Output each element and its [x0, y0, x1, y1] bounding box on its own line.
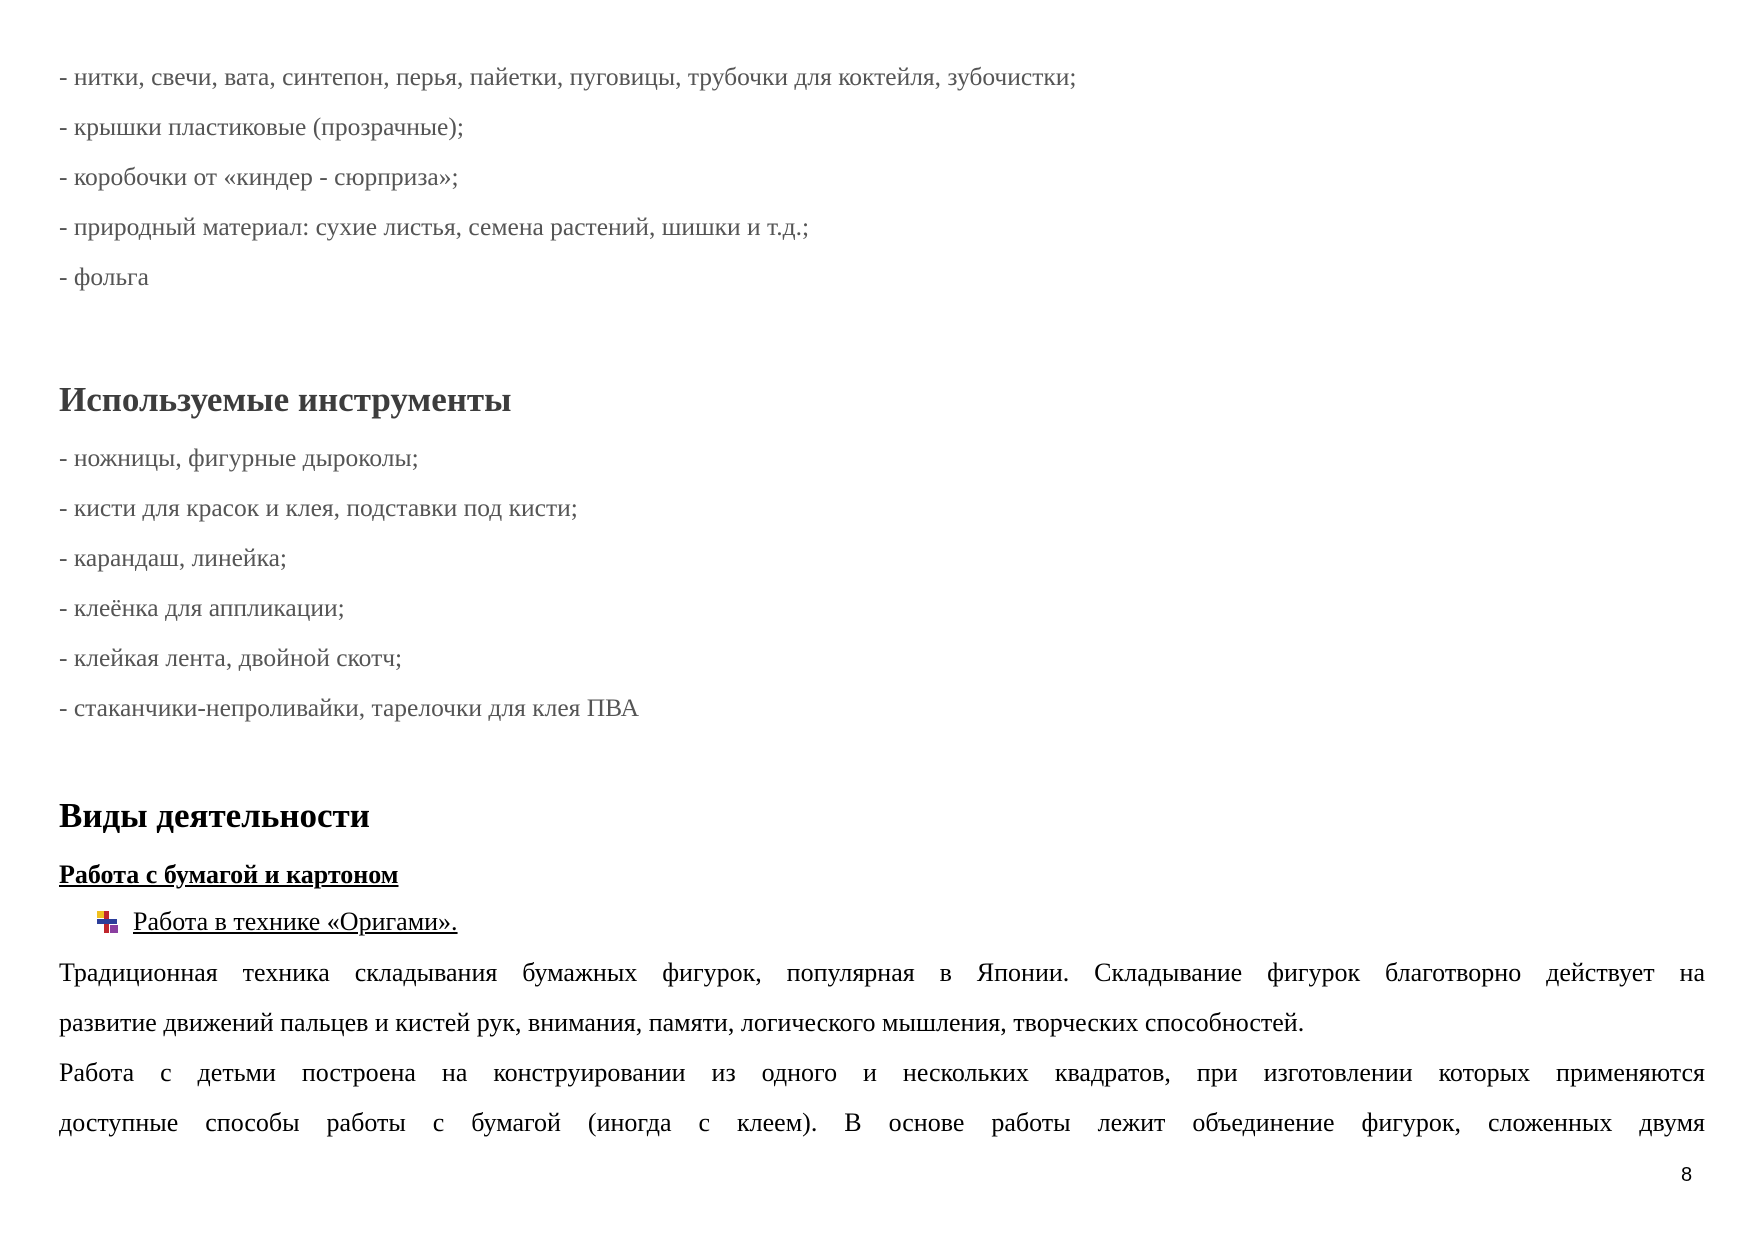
tools-item: - кисти для красок и клея, подставки под кисти;	[59, 493, 578, 522]
paragraph-line: Работа с детьми построена на конструировании из одного и нескольких квадратов, при изготовлении которых применяются	[59, 1058, 1705, 1087]
paragraph-line: развитие движений пальцев и кистей рук, внимания, памяти, логического мышления, творческих способностей.	[59, 1008, 1305, 1037]
materials-item: - нитки, свечи, вата, синтепон, перья, пайетки, пуговицы, трубочки для коктейля, зубочистки;	[59, 62, 1077, 91]
bullet-icon	[97, 911, 119, 933]
materials-item: - крышки пластиковые (прозрачные);	[59, 112, 464, 141]
tools-item: - карандаш, линейка;	[59, 543, 287, 572]
materials-item: - природный материал: сухие листья, семена растений, шишки и т.д.;	[59, 212, 810, 241]
tools-item: - ножницы, фигурные дыроколы;	[59, 443, 419, 472]
bullet-item	[97, 909, 458, 935]
page-number: 8	[1681, 1164, 1693, 1186]
materials-item: - фольга	[59, 262, 149, 291]
tools-item: - клейкая лента, двойной скотч;	[59, 643, 403, 672]
tools-item: - стаканчики-непроливайки, тарелочки для клея ПВА	[59, 693, 639, 722]
paragraph-line: доступные способы работы с бумагой (иногда с клеем). В основе работы лежит объединение фигурок, сложенных двумя	[59, 1108, 1705, 1137]
paragraph-line: Традиционная техника складывания бумажных фигурок, популярная в Японии. Складывание фигурок благотворно действует на	[59, 958, 1705, 987]
tools-item: - клеёнка для аппликации;	[59, 593, 345, 622]
activities-heading: Виды деятельности	[59, 796, 370, 835]
bullet-text: Работа в технике «Оригами».	[133, 907, 458, 936]
tools-heading: Используемые инструменты	[59, 380, 512, 419]
activities-subheading: Работа с бумагой и картоном	[59, 860, 399, 889]
materials-item: - коробочки от «киндер - сюрприза»;	[59, 162, 459, 191]
